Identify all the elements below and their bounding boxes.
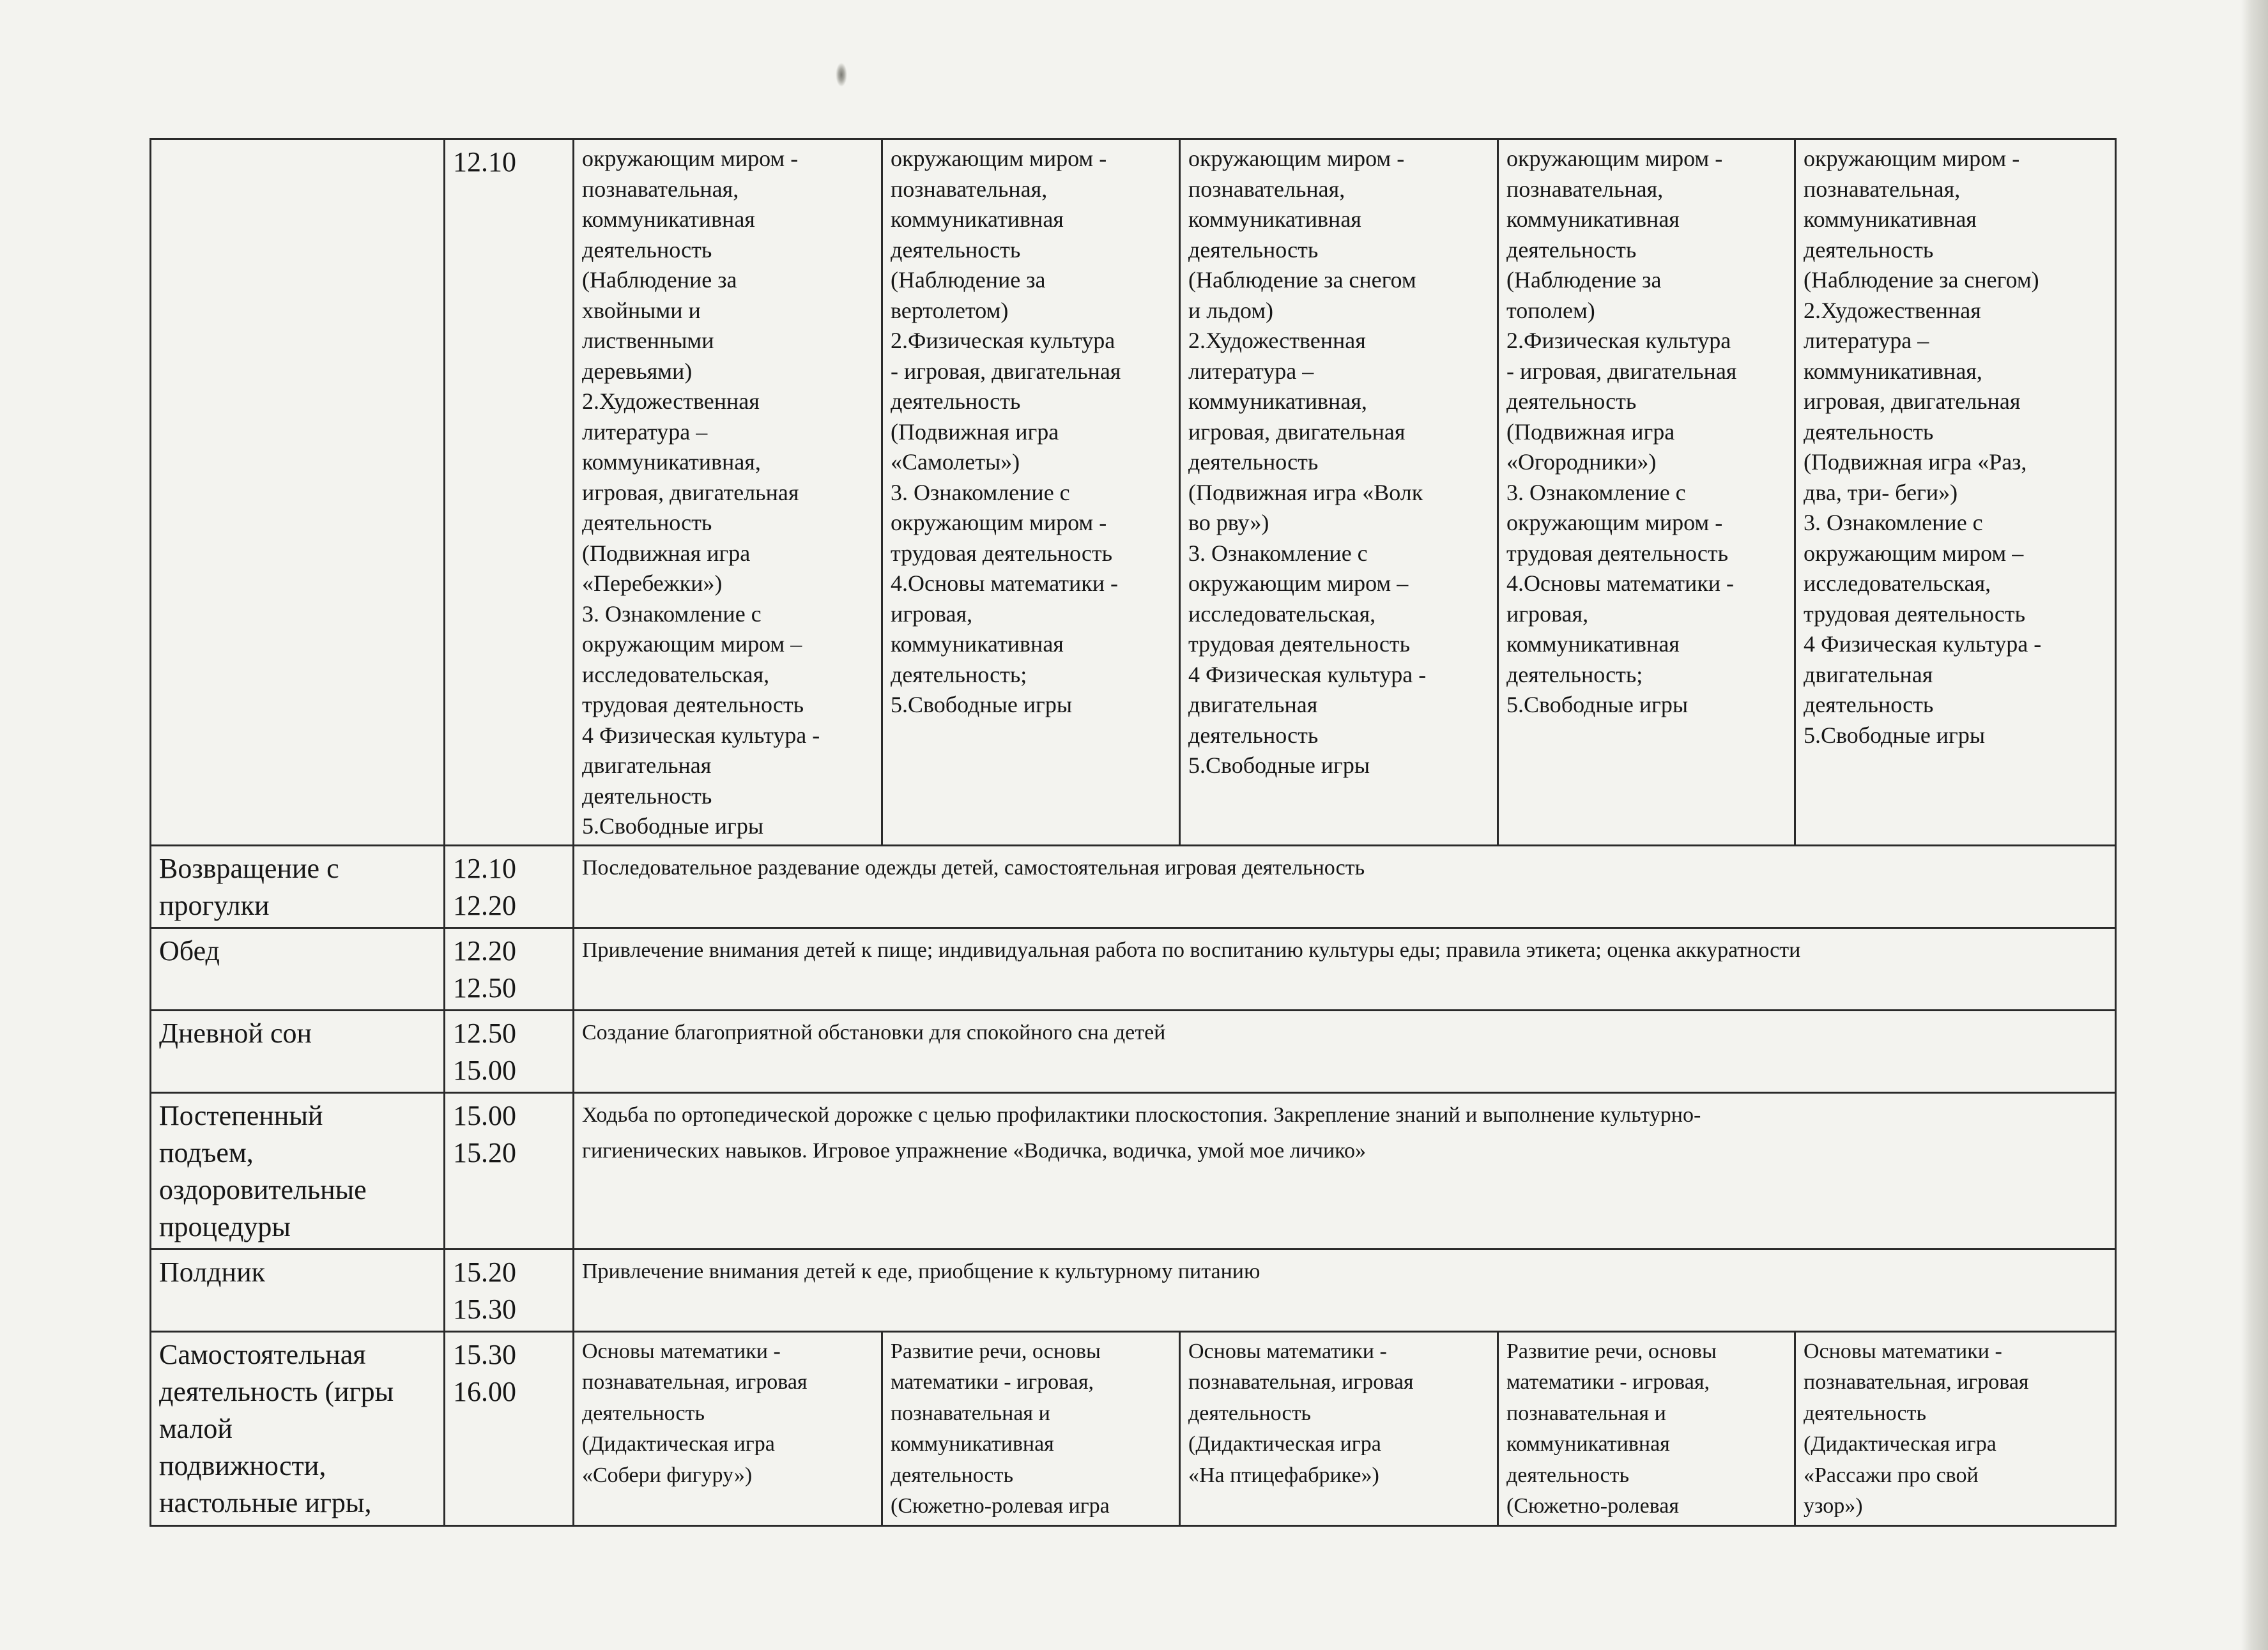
- text-line: деятельность: [1804, 692, 1934, 717]
- activity-description: [574, 1249, 2116, 1331]
- time-range: [445, 1010, 574, 1092]
- text-line: коммуникативная,: [1188, 388, 1367, 414]
- text-line: 15.20: [453, 1256, 516, 1288]
- text-line: коммуникативная,: [1804, 358, 1982, 384]
- time-range: [445, 1092, 574, 1249]
- text-line: деятельность: [1506, 1463, 1629, 1487]
- text-line: окружающим миром -: [891, 510, 1107, 535]
- text-line: деятельность: [1188, 722, 1319, 748]
- text-line: Последовательное раздевание одежды детей, самостоятельная игровая деятельность: [582, 855, 1365, 880]
- activity-description: [574, 928, 2116, 1010]
- text-line: (Подвижная игра: [891, 418, 1059, 445]
- text-line: хвойными и: [582, 297, 701, 323]
- text-line: деятельность: [582, 1401, 705, 1425]
- text-line: коммуникативная: [1188, 206, 1361, 232]
- text-line: Самостоятельная: [159, 1338, 366, 1370]
- text-line: «Самолеты»): [891, 449, 1020, 475]
- text-line: 5.Свободные игры: [891, 692, 1073, 717]
- text-line: - игровая, двигательная: [891, 358, 1121, 384]
- text-line: двигательная: [1804, 661, 1933, 687]
- text-line: познавательная, игровая: [1804, 1370, 2029, 1394]
- text-line: окружающим миром -: [1506, 510, 1723, 535]
- regime-label: [151, 845, 445, 928]
- text-line: познавательная,: [1804, 176, 1961, 202]
- text-line: «Перебежки»): [582, 570, 723, 596]
- text-line: узор»): [1804, 1494, 1863, 1518]
- text-line: литература –: [1804, 328, 1929, 353]
- day-activity-cell: [574, 1331, 882, 1525]
- text-line: лиственными: [582, 328, 714, 353]
- text-line: Основы математики -: [1804, 1339, 2002, 1363]
- text-line: малой: [159, 1412, 233, 1444]
- text-line: исследовательская,: [582, 661, 770, 687]
- text-line: 4.Основы математики -: [1506, 570, 1735, 596]
- text-line: два, три- беги»): [1804, 479, 1958, 505]
- text-line: деятельность: [1506, 236, 1637, 263]
- text-line: 2.Физическая культура: [1506, 328, 1731, 353]
- text-line: 16.00: [453, 1375, 516, 1407]
- text-line: деятельность;: [1506, 661, 1643, 687]
- day-activity-cell: [1180, 139, 1498, 846]
- text-line: Развитие речи, основы: [1506, 1339, 1717, 1363]
- text-line: познавательная и: [891, 1401, 1050, 1425]
- text-line: деятельность: [1804, 418, 1934, 445]
- text-line: деятельность: [1188, 449, 1319, 475]
- text-line: коммуникативная: [1506, 1432, 1670, 1456]
- text-line: 12.20: [453, 889, 516, 921]
- text-line: 4 Физическая культура -: [1188, 661, 1427, 687]
- time-range: [445, 928, 574, 1010]
- text-line: коммуникативная: [582, 206, 755, 232]
- text-line: коммуникативная: [1804, 206, 1977, 232]
- day-activity-cell: [1795, 1331, 2116, 1525]
- text-line: 5.Свободные игры: [1188, 752, 1370, 778]
- text-line: подвижности,: [159, 1449, 326, 1481]
- text-line: 2.Физическая культура: [891, 328, 1115, 353]
- text-line: (Дидактическая игра: [1188, 1432, 1381, 1456]
- day-activity-cell: [1498, 139, 1795, 846]
- text-line: Полдник: [159, 1256, 266, 1288]
- scan-edge-shadow: [2241, 0, 2268, 1650]
- text-line: 2.Художественная: [1804, 297, 1981, 323]
- text-line: Основы математики -: [1188, 1339, 1387, 1363]
- schedule-row-free-activity: [151, 1331, 2116, 1525]
- text-line: (Подвижная игра «Волк: [1188, 479, 1423, 505]
- text-line: 2.Художественная: [582, 388, 760, 414]
- text-line: гигиенических навыков. Игровое упражнение «Водичка, водичка, умой мое личико»: [582, 1138, 1366, 1163]
- text-line: 3. Ознакомление с: [1188, 540, 1368, 566]
- text-line: деятельность: [582, 783, 712, 809]
- text-line: Постепенный: [159, 1099, 323, 1131]
- text-line: 12.10: [453, 852, 516, 884]
- text-line: 3. Ознакомление с: [1804, 510, 1983, 535]
- text-line: «Собери фигуру»): [582, 1463, 753, 1487]
- scan-smudge: [836, 63, 847, 87]
- text-line: математики - игровая,: [1506, 1370, 1710, 1394]
- text-line: математики - игровая,: [891, 1370, 1094, 1394]
- time-range: [445, 1249, 574, 1331]
- text-line: настольные игры,: [159, 1486, 372, 1518]
- text-line: деятельность: [891, 1463, 1013, 1487]
- text-line: познавательная,: [582, 176, 739, 202]
- text-line: Развитие речи, основы: [891, 1339, 1101, 1363]
- activity-description: [574, 845, 2116, 928]
- text-line: (Сюжетно-ролевая: [1506, 1494, 1680, 1518]
- text-line: окружающим миром -: [582, 146, 799, 171]
- walk-row: [151, 139, 2116, 846]
- text-line: (Наблюдение за: [1506, 267, 1662, 293]
- text-line: трудовая деятельность: [1188, 631, 1411, 657]
- text-line: «На птицефабрике»): [1188, 1463, 1379, 1487]
- text-line: познавательная,: [891, 176, 1048, 202]
- text-line: коммуникативная: [891, 631, 1064, 657]
- text-line: деятельность: [891, 236, 1021, 263]
- text-line: литература –: [1188, 358, 1314, 384]
- text-line: трудовая деятельность: [1506, 540, 1729, 566]
- text-line: (Наблюдение за снегом): [1804, 267, 2039, 293]
- text-line: 5.Свободные игры: [1804, 722, 1986, 748]
- text-line: 12.50: [453, 972, 516, 1004]
- text-line: познавательная,: [1506, 176, 1664, 202]
- text-line: Возвращение с: [159, 852, 339, 884]
- text-line: окружающим миром –: [582, 631, 802, 657]
- schedule-row-wakeup: [151, 1092, 2116, 1249]
- text-line: Создание благоприятной обстановки для спокойного сна детей: [582, 1020, 1166, 1044]
- text-line: Дневной сон: [159, 1017, 312, 1049]
- text-line: исследовательская,: [1188, 600, 1376, 627]
- schedule-row-lunch: [151, 928, 2116, 1010]
- text-line: коммуникативная: [1506, 631, 1680, 657]
- text-line: деревьями): [582, 358, 693, 384]
- text-line: 15.00: [453, 1054, 516, 1086]
- text-line: (Наблюдение за: [891, 267, 1046, 293]
- text-line: коммуникативная: [1506, 206, 1680, 232]
- text-line: коммуникативная: [891, 206, 1064, 232]
- text-line: оздоровительные: [159, 1173, 367, 1205]
- text-line: 3. Ознакомление с: [891, 479, 1070, 505]
- text-line: окружающим миром –: [1804, 540, 2024, 566]
- text-line: исследовательская,: [1804, 570, 1991, 596]
- text-line: окружающим миром -: [1804, 146, 2020, 171]
- text-line: 15.20: [453, 1136, 516, 1168]
- text-line: трудовая деятельность: [582, 692, 804, 717]
- text-line: деятельность: [582, 510, 712, 535]
- text-line: во рву»): [1188, 510, 1269, 535]
- text-line: процедуры: [159, 1211, 291, 1242]
- activity-description: [574, 1092, 2116, 1249]
- text-line: 2.Художественная: [1188, 328, 1366, 353]
- text-line: (Дидактическая игра: [582, 1432, 775, 1456]
- text-line: окружающим миром -: [1188, 146, 1405, 171]
- text-line: Ходьба по ортопедической дорожке с целью профилактики плоскостопия. Закрепление знаний и выполнение культурно-: [582, 1103, 1701, 1127]
- text-line: 4.Основы математики -: [891, 570, 1119, 596]
- text-line: окружающим миром -: [1506, 146, 1723, 171]
- text-line: 3. Ознакомление с: [582, 600, 762, 627]
- day-activity-cell: [1795, 139, 2116, 846]
- text-line: (Наблюдение за: [582, 267, 737, 293]
- text-line: деятельность: [1188, 1401, 1311, 1425]
- text-line: деятельность;: [891, 661, 1027, 687]
- text-line: (Подвижная игра: [1506, 418, 1675, 445]
- schedule-row-nap: [151, 1010, 2116, 1092]
- day-activity-cell: [1180, 1331, 1498, 1525]
- text-line: 12.20: [453, 935, 516, 966]
- text-line: познавательная,: [1188, 176, 1345, 202]
- text-line: познавательная, игровая: [582, 1370, 808, 1394]
- text-line: вертолетом): [891, 297, 1009, 323]
- text-line: деятельность: [1804, 236, 1934, 263]
- text-line: познавательная, игровая: [1188, 1370, 1414, 1394]
- text-line: окружающим миром –: [1188, 570, 1409, 596]
- text-line: (Дидактическая игра: [1804, 1432, 1996, 1456]
- schedule-row-snack: [151, 1249, 2116, 1331]
- text-line: 12.50: [453, 1017, 516, 1049]
- text-line: 4 Физическая культура -: [582, 722, 820, 748]
- text-line: 4 Физическая культура -: [1804, 631, 2042, 657]
- text-line: (Сюжетно-ролевая игра: [891, 1494, 1110, 1518]
- text-line: «Огородники»): [1506, 449, 1657, 475]
- text-line: деятельность: [1804, 1401, 1926, 1425]
- text-line: (Подвижная игра: [582, 540, 751, 566]
- regime-label-cell: [151, 139, 445, 846]
- text-line: игровая, двигательная: [1804, 388, 2021, 414]
- text-line: 3. Ознакомление с: [1506, 479, 1686, 505]
- text-line: игровая, двигательная: [582, 479, 799, 505]
- text-line: (Наблюдение за снегом: [1188, 267, 1416, 293]
- regime-label: [151, 928, 445, 1010]
- time-cell: 12.10: [445, 139, 574, 846]
- text-line: игровая,: [1506, 600, 1589, 627]
- activity-description: [574, 1010, 2116, 1092]
- time-range: [445, 1331, 574, 1525]
- text-line: 5.Свободные игры: [1506, 692, 1689, 717]
- day-activity-cell: [882, 1331, 1180, 1525]
- text-line: коммуникативная,: [582, 449, 761, 475]
- text-line: подъем,: [159, 1136, 254, 1168]
- text-line: 15.30: [453, 1293, 516, 1325]
- text-line: 5.Свободные игры: [582, 813, 764, 839]
- text-line: игровая,: [891, 600, 973, 627]
- text-line: познавательная и: [1506, 1401, 1666, 1425]
- text-line: и льдом): [1188, 297, 1274, 323]
- text-line: прогулки: [159, 889, 270, 921]
- text-line: двигательная: [1188, 692, 1318, 717]
- text-line: 15.30: [453, 1338, 516, 1370]
- time-range: [445, 845, 574, 928]
- text-line: деятельность: [1506, 388, 1637, 414]
- text-line: Привлечение внимания детей к пище; индивидуальная работа по воспитанию культуры еды; правила этикета; оценка аккуратности: [582, 938, 1801, 962]
- text-line: трудовая деятельность: [1804, 600, 2026, 627]
- text-line: Обед: [159, 935, 220, 966]
- text-line: (Подвижная игра «Раз,: [1804, 449, 2027, 475]
- text-line: 15.00: [453, 1099, 516, 1131]
- text-line: деятельность: [1188, 236, 1319, 263]
- text-line: деятельность (игры: [159, 1375, 394, 1407]
- text-line: - игровая, двигательная: [1506, 358, 1737, 384]
- text-line: двигательная: [582, 752, 712, 778]
- day-activity-cell: [882, 139, 1180, 846]
- text-line: литература –: [582, 418, 708, 445]
- text-line: тополем): [1506, 297, 1595, 323]
- regime-label: [151, 1249, 445, 1331]
- regime-label: [151, 1331, 445, 1525]
- text-line: «Рассажи про свой: [1804, 1463, 1979, 1487]
- text-line: Основы математики -: [582, 1339, 781, 1363]
- text-line: коммуникативная: [891, 1432, 1054, 1456]
- day-activity-cell: [574, 139, 882, 846]
- text-line: деятельность: [582, 236, 712, 263]
- text-line: окружающим миром -: [891, 146, 1107, 171]
- text-line: деятельность: [891, 388, 1021, 414]
- text-line: игровая, двигательная: [1188, 418, 1406, 445]
- text-line: Привлечение внимания детей к еде, приобщение к культурному питанию: [582, 1259, 1260, 1283]
- regime-label: [151, 1092, 445, 1249]
- day-activity-cell: [1498, 1331, 1795, 1525]
- schedule-row-return: [151, 845, 2116, 928]
- text-line: трудовая деятельность: [891, 540, 1113, 566]
- daily-schedule-table: [149, 138, 2117, 1527]
- regime-label: [151, 1010, 445, 1092]
